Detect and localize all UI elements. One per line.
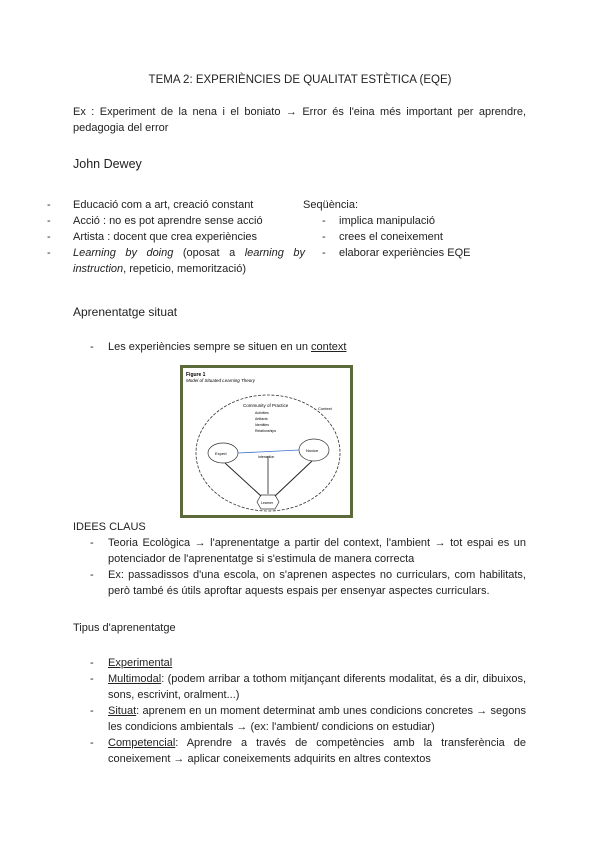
situated-item: - Les experiències sempre se situen en un context bbox=[90, 341, 347, 353]
bullet-text: Activities bbox=[255, 411, 269, 415]
list-item: - Artista : docent que crea experiències bbox=[47, 231, 258, 243]
arrow-expert-learner bbox=[225, 463, 261, 496]
list-item: - crees el coneixement bbox=[322, 231, 443, 243]
item-text: Teoria Ecològica → l'aprenentatge a partir del context, l'ambient → tot espai es un potenciador de l'aprenentatge si s'estimula de manera correcta bbox=[108, 537, 526, 565]
figure-label: Figure 1 bbox=[186, 372, 206, 378]
list-item: - Situat: aprenem en un moment determinat amb unes condicions concretes → segons les condicions ambientals → (ex: l'ambient/ condicions on estudiar) bbox=[90, 705, 526, 733]
item-text: Educació com a art, creació constant bbox=[73, 199, 254, 211]
list-item: - Teoria Ecològica → l'aprenentatge a partir del context, l'ambient → tot espai es un potenciador de l'aprenentatge si s'estimula de manera correcta bbox=[90, 537, 526, 565]
type-term: Situat bbox=[108, 705, 137, 717]
sequence-list bbox=[322, 213, 471, 261]
item-text: crees el coneixement bbox=[339, 231, 443, 243]
bullet-text: Relationships bbox=[255, 429, 277, 433]
item-text: Ex: passadissos d'una escola, on s'aprenen aspectes no curriculars, com habilitats, però també és útils aproftar aquests espais per ensenyar aspectes curriculars. bbox=[108, 569, 526, 597]
novice-label: Novice bbox=[306, 448, 319, 453]
types-list bbox=[90, 655, 526, 767]
item-text: elaborar experiències EQE bbox=[339, 247, 471, 259]
list-item: - Multimodal: (podem arribar a tothom mitjançant diferents modalitat, és a dir, dibuixos, sons, escrivint, oralment...) bbox=[90, 673, 526, 701]
document-title: TEMA 2: EXPERIÈNCIES DE QUALITAT ESTÈTICA (EQE) bbox=[148, 74, 452, 86]
item-text: Les experiències sempre se situen en un bbox=[108, 341, 312, 353]
community-label: Community of Practice bbox=[243, 403, 289, 408]
list-item: - implica manipulació bbox=[322, 215, 435, 227]
interaction-line bbox=[238, 450, 299, 453]
list-item: - Competencial: Aprendre a través de competències amb la transferència de coneixement → aplicar coneixements adquirits en altres contextos bbox=[90, 737, 526, 765]
list-item: - Acció : no es pot aprendre sense acció bbox=[47, 215, 263, 227]
situated-heading: Aprenentatge situat bbox=[73, 305, 178, 319]
sequence-heading: Seqüència: bbox=[303, 199, 359, 211]
list-item: - elaborar experiències EQE bbox=[322, 247, 471, 259]
item-text: (oposat a bbox=[173, 247, 245, 259]
arrow-novice-learner bbox=[275, 461, 312, 496]
learner-label: Learner bbox=[261, 501, 274, 505]
type-desc: : aprenem en un moment determinat amb unes condicions concretes → segons les condicions ambientals → (ex: l'ambient/ condicions on estudiar) bbox=[108, 705, 526, 733]
figure-caption: Model of Situated Learning Theory bbox=[186, 378, 256, 383]
dewey-list bbox=[47, 197, 305, 277]
item-text: Acció : no es pot aprendre sense acció bbox=[73, 215, 263, 227]
list-item: - Educació com a art, creació constant bbox=[47, 199, 254, 211]
type-term: Competencial bbox=[108, 737, 176, 749]
item-text: , repeticio, memorització) bbox=[123, 263, 247, 275]
context-link[interactable]: context bbox=[311, 341, 347, 353]
expert-label: Expert bbox=[215, 451, 227, 456]
type-desc: : Aprendre a través de competències amb la transferència de coneixement → aplicar coneixements adquirits en altres contextos bbox=[108, 737, 526, 765]
list-item: - Experimental bbox=[90, 657, 173, 669]
italic-text: Learning by doing bbox=[73, 247, 174, 259]
bullet-text: Identities bbox=[255, 423, 270, 427]
type-term: Experimental bbox=[108, 657, 173, 669]
situated-learning-figure bbox=[180, 365, 353, 518]
italic-text: learning by instruction bbox=[73, 247, 305, 275]
list-item: - Ex: passadissos d'una escola, on s'aprenen aspectes no curriculars, com habilitats, però també és útils aproftar aquests espais per ensenyar aspectes curriculars. bbox=[90, 569, 526, 597]
figure-diagram bbox=[183, 368, 350, 515]
key-ideas-list bbox=[90, 535, 526, 599]
example-paragraph: Ex : Experiment de la nena i el boniato → Error és l'eina més important per aprendre, pedagogia del error bbox=[73, 106, 526, 134]
context-label: Context bbox=[318, 406, 332, 411]
interaction-label: Interaction bbox=[258, 455, 275, 459]
key-ideas-heading: IDEES CLAUS bbox=[73, 521, 146, 533]
types-heading: Tipus d'aprenentatge bbox=[73, 622, 176, 634]
list-item: - Learning by doing (oposat a learning by instruction, repeticio, memorització) bbox=[47, 247, 305, 275]
item-text: Artista : docent que crea experiències bbox=[73, 231, 258, 243]
author-heading: John Dewey bbox=[73, 157, 142, 171]
item-text: implica manipulació bbox=[339, 215, 435, 227]
bullet-text: Artifacts bbox=[255, 417, 268, 421]
type-term: Multimodal bbox=[108, 673, 162, 685]
type-desc: : (podem arribar a tothom mitjançant diferents modalitat, és a dir, dibuixos, sons, escrivint, oralment...) bbox=[108, 673, 526, 701]
